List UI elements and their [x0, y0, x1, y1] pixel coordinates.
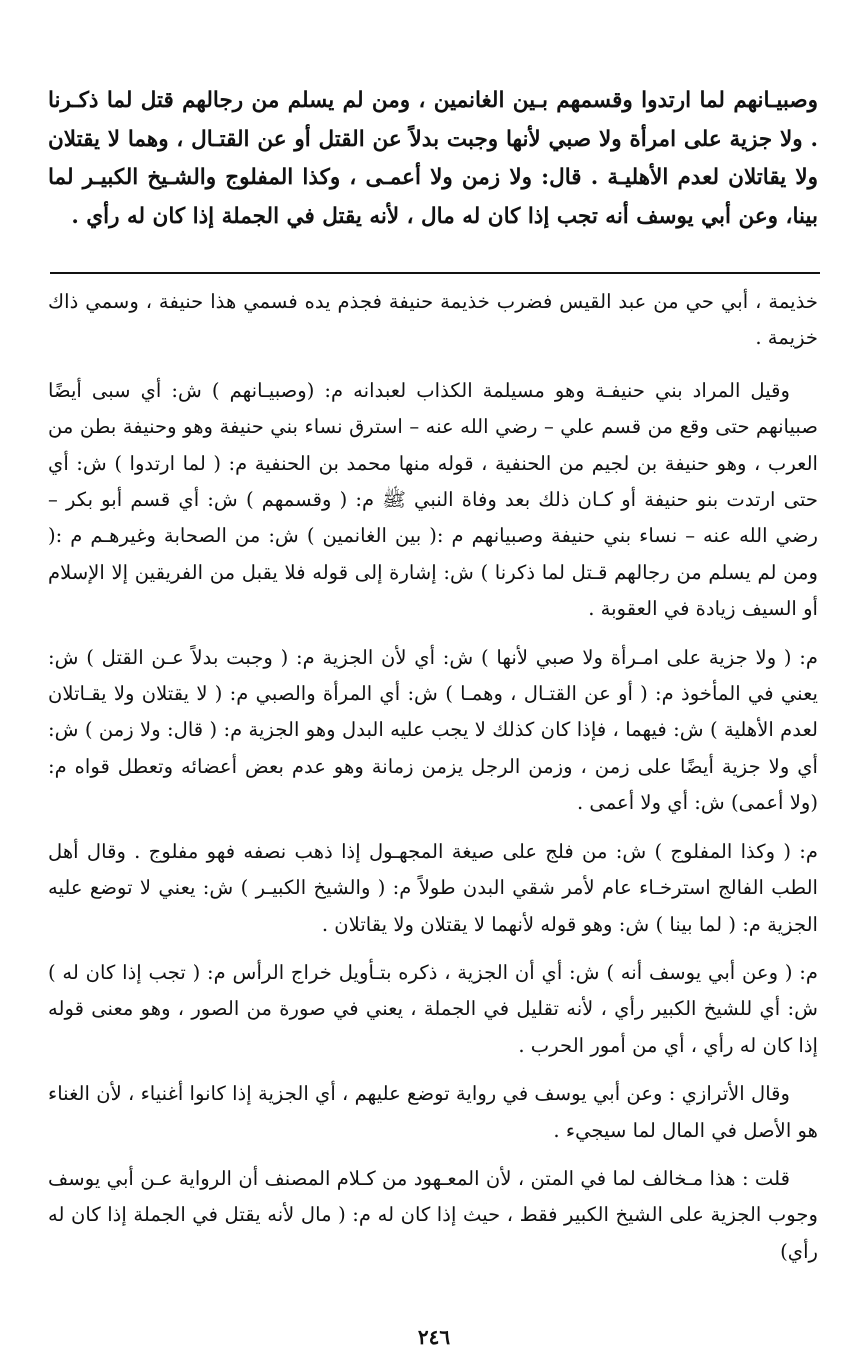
- commentary-paragraph: م: ( وكذا المفلوج ) ش: من فلج على صيغة المجهـول إذا ذهب نصفه فهو مفلوج . وقال أهل الطب الفالج استرخـاء عام لأمر شقي البدن طولاً م: ( والشيخ الكبيـر ) ش: يعني لا توضع عليه الجزية م: ( لما بينا ) ش: وهو قوله لأنهما لا يقتلان ولا يقاتلان .: [48, 839, 818, 936]
- separator-rule: [50, 272, 820, 274]
- commentary: [48, 284, 818, 1282]
- commentary-paragraph: وقال الأترازي : وعن أبي يوسف في رواية توضع عليهم ، أي الجزية إذا كانوا أغنياء ، لأن الغناء هو الأصل في المال لما سيجيء .: [48, 1082, 818, 1142]
- commentary-paragraph: م: ( وعن أبي يوسف أنه ) ش: أي أن الجزية ، ذكره بتـأويل خراج الرأس م: ( تجب إذا كان له ) ش: أي للشيخ الكبير رأي ، لأنه تقليل في الجملة ، يعني في صورة من الصور ، وهو معنى قوله إذا كان له رأي ، أي من أمور الحرب .: [48, 960, 818, 1057]
- commentary-paragraph: خذيمة ، أبي حي من عبد القيس فضرب خذيمة حنيفة فجذم يده فسمي هذا حنيفة ، وسمي ذاك خزيمة .: [48, 290, 818, 350]
- page-number: ٢٤٦: [417, 1325, 451, 1349]
- commentary-paragraph: وقيل المراد بني حنيفـة وهو مسيلمة الكذاب لعبدانه م: (وصبيـانهم ) ش: أي سبى أيضًا صبيانهم حتى وقع من قسم علي – رضي الله عنه – استرق نساء بني حنيفة وهو وحنيفة بطن من العرب ، وهو حنيفة بن لجيم من الحنفية ، قوله منها محمد بن الحنفية م: ( لما ارتدوا ) ش: أي حتى ارتدت بنو حنيفة أو كـان ذلك بعد وفاة النبي ﷺ م: ( وقسمهم ) ش: أي قسم أبو بكر – رضي الله عنه – نساء بني حنيفة وصبيانهم م :( بين الغانمين ) ش: من الصحابة وغيرهـم م :( ومن لم يسلم من رجالهم قـتل لما ذكرنا ) ش: إشارة إلى قوله فلا يقبل من الفريقين إلا الإسلام أو السيف زيادة في العقوبة .: [48, 378, 818, 621]
- commentary-paragraph: قلت : هذا مـخالف لما في المتن ، لأن المعـهود من كـلام المصنف أن الرواية عـن أبي يوسف وجوب الجزية على الشيخ الكبير فقط ، حيث إذا كان له م: ( مال لأنه يقتل في الجملة إذا كان له رأي): [48, 1166, 818, 1263]
- commentary-paragraph: م: ( ولا جزية على امـرأة ولا صبي لأنها ) ش: أي لأن الجزية م: ( وجبت بدلاً عـن القتل ) ش: يعني في المأخوذ م: ( أو عن القتـال ، وهمـا ) ش: أي المرأة والصبي م: ( لا يقتلان ولا يقـاتلان لعدم الأهلية ) ش: فيهما ، فإذا كان كذلك لا يجب عليه البدل وهو الجزية م: ( قال: ولا زمن ) ش: أي ولا جزية أيضًا على زمن ، وزمن الرجل يزمن زمانة وهو عدم بعض أعضائه وتعطل قواه م: (ولا أعمى) ش: أي ولا أعمى .: [48, 645, 818, 815]
- matn-text: وصبيـانهم لما ارتدوا وقسمهم بـين الغانمين ، ومن لم يسلم من رجالهم قتل لما ذكـرنا . ولا جزية على امرأة ولا صبي لأنها وجبت بدلاً عن القتل أو عن القتـال ، وهما لا يقتلان ولا يقاتلان لعدم الأهليـة . قال: ولا زمن ولا أعمـى ، وكذا المفلوج والشـيخ الكبيـر لما بينا، وعن أبي يوسف أنه تجب إذا كان له مال ، لأنه يقتل في الجملة إذا كان له رأي .: [48, 88, 818, 229]
